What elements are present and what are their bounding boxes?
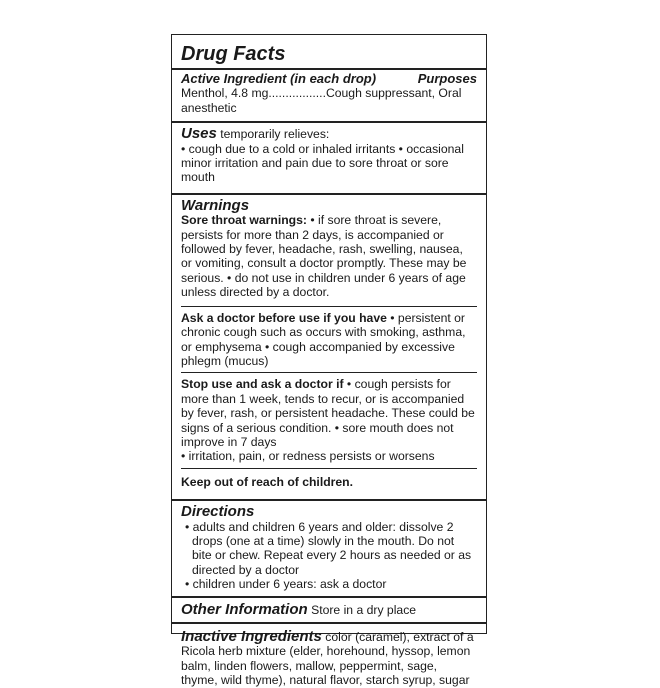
ask-doctor-label: Ask a doctor before use if you have xyxy=(181,310,387,325)
uses-section xyxy=(181,123,477,193)
stop-use-label: Stop use and ask a doctor if xyxy=(181,377,344,392)
warnings-heading: Warnings xyxy=(181,196,250,214)
active-ingredient-header: Active Ingredient (in each drop) xyxy=(181,71,377,86)
stop-use-extra: • irritation, pain, or redness persists or worsens xyxy=(181,449,435,464)
other-info-text: Store in a dry place xyxy=(311,602,417,617)
keep-out-text: Keep out of reach of children. xyxy=(181,474,353,489)
active-ingredient-section xyxy=(181,72,477,115)
uses-text: • cough due to a cold or inhaled irritants • occasional minor irritation and pain due to sore throat or sore mouth xyxy=(181,141,464,185)
stop-use-text: • cough persists for more than 1 week, tends to recur, or is accompanied by fever, rash, or persistent headache. These could be signs of a serious condition. • sore mouth does not improve in 7 days xyxy=(181,377,475,449)
drug-facts-panel xyxy=(171,34,487,688)
directions-section xyxy=(181,501,477,595)
uses-intro: temporarily relieves: xyxy=(220,127,330,142)
directions-heading: Directions xyxy=(181,503,255,521)
sore-throat-text: • if sore throat is severe, persists for more than 2 days, is accompanied or followed by fever, headache, rash, swelling, nausea, or vomiting, consult a doctor promptly. These may be serious. • do not use in children under 6 years of age unless directed by a doctor. xyxy=(181,213,467,300)
directions-item: • adults and children 6 years and older: dissolve 2 drops (one at a time) slowly in the mouth. Do not bite or chew. Repeat every 2 hours as needed or as directed by a doctor xyxy=(185,519,472,577)
sore-throat-label: Sore throat warnings: xyxy=(181,213,307,228)
divider xyxy=(172,68,486,70)
inactive-heading: Inactive Ingredients xyxy=(181,628,322,645)
directions-item: • children under 6 years: ask a doctor xyxy=(185,577,387,592)
inactive-text: color (caramel), extract of a Ricola herb mixture (elder, horehound, hyssop, lemon balm, linden flowers, mallow, peppermint, sage, thyme, wild thyme), natural flavor, starch syrup, sugar xyxy=(181,630,474,688)
page-title: Drug Facts xyxy=(181,43,286,65)
other-info-section xyxy=(181,598,477,622)
active-ingredient-line: Menthol, 4.8 mg.................Cough suppressant, Oral anesthetic xyxy=(181,86,462,115)
uses-heading: Uses xyxy=(181,125,217,143)
inactive-section xyxy=(181,624,477,688)
ask-doctor-text: • persistent or chronic cough such as occurs with smoking, asthma, or emphysema • cough accompanied by excessive phlegm (mucus) xyxy=(181,310,466,368)
purposes-header: Purposes xyxy=(417,71,477,86)
other-info-heading: Other Information xyxy=(181,600,308,618)
warnings-section xyxy=(181,195,477,499)
